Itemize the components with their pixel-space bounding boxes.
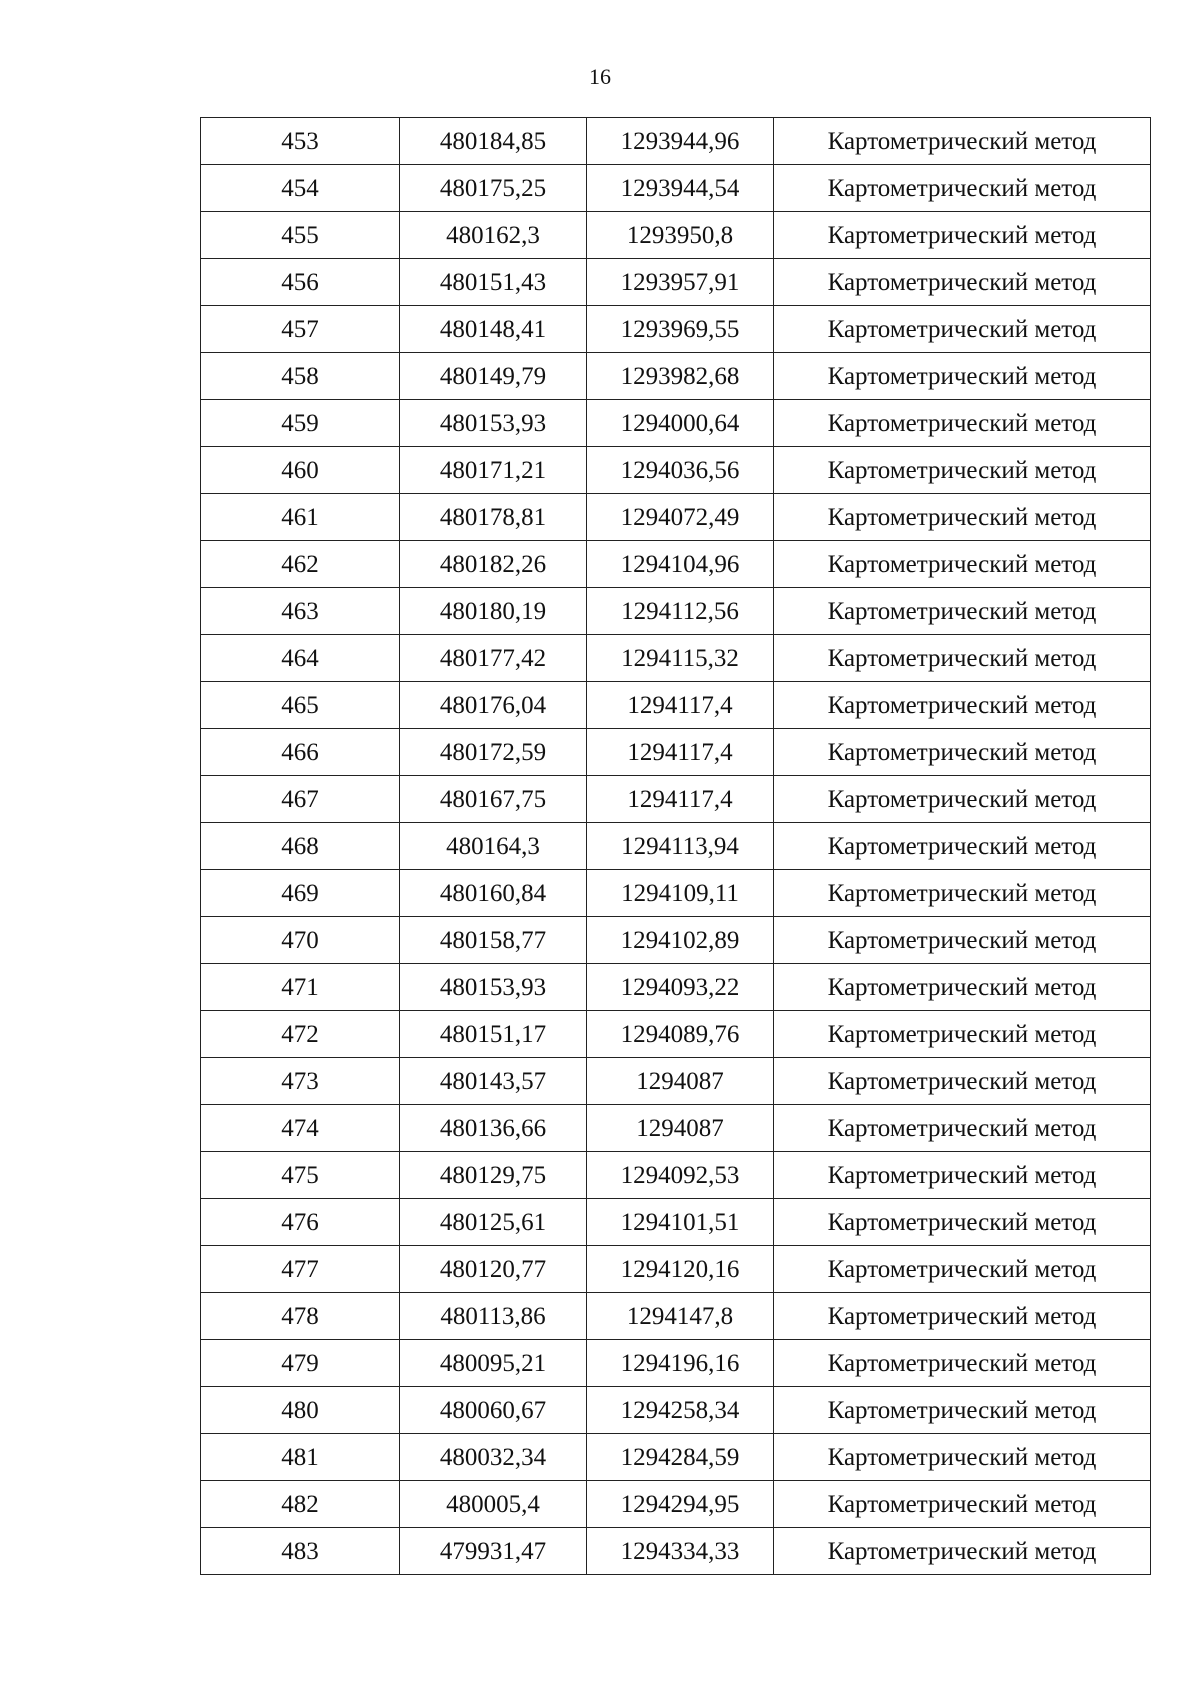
y-coordinate-cell: 1293969,55 (587, 306, 774, 353)
x-coordinate-cell: 480125,61 (400, 1199, 587, 1246)
x-coordinate-cell: 480176,04 (400, 682, 587, 729)
method-cell: Картометрический метод (774, 447, 1151, 494)
point-number-cell: 470 (201, 917, 400, 964)
method-cell: Картометрический метод (774, 1387, 1151, 1434)
table-row (201, 400, 1151, 447)
x-coordinate-cell: 480148,41 (400, 306, 587, 353)
y-coordinate-cell: 1293950,8 (587, 212, 774, 259)
method-cell: Картометрический метод (774, 776, 1151, 823)
point-number-cell: 467 (201, 776, 400, 823)
x-coordinate-cell: 480113,86 (400, 1293, 587, 1340)
table-row (201, 259, 1151, 306)
x-coordinate-cell: 480136,66 (400, 1105, 587, 1152)
y-coordinate-cell: 1294147,8 (587, 1293, 774, 1340)
table-row (201, 917, 1151, 964)
y-coordinate-cell: 1294102,89 (587, 917, 774, 964)
table-row (201, 1340, 1151, 1387)
method-cell: Картометрический метод (774, 1434, 1151, 1481)
point-number-cell: 469 (201, 870, 400, 917)
method-cell: Картометрический метод (774, 353, 1151, 400)
table-row (201, 1387, 1151, 1434)
y-coordinate-cell: 1294036,56 (587, 447, 774, 494)
table-row (201, 1481, 1151, 1528)
y-coordinate-cell: 1294104,96 (587, 541, 774, 588)
table-row (201, 212, 1151, 259)
y-coordinate-cell: 1294258,34 (587, 1387, 774, 1434)
method-cell: Картометрический метод (774, 1105, 1151, 1152)
point-number-cell: 466 (201, 729, 400, 776)
y-coordinate-cell: 1294072,49 (587, 494, 774, 541)
x-coordinate-cell: 480177,42 (400, 635, 587, 682)
point-number-cell: 460 (201, 447, 400, 494)
method-cell: Картометрический метод (774, 1152, 1151, 1199)
method-cell: Картометрический метод (774, 400, 1151, 447)
x-coordinate-cell: 480172,59 (400, 729, 587, 776)
x-coordinate-cell: 480175,25 (400, 165, 587, 212)
table-row (201, 682, 1151, 729)
y-coordinate-cell: 1293982,68 (587, 353, 774, 400)
point-number-cell: 479 (201, 1340, 400, 1387)
method-cell: Картометрический метод (774, 541, 1151, 588)
point-number-cell: 458 (201, 353, 400, 400)
y-coordinate-cell: 1294117,4 (587, 776, 774, 823)
method-cell: Картометрический метод (774, 118, 1151, 165)
y-coordinate-cell: 1293944,54 (587, 165, 774, 212)
point-number-cell: 476 (201, 1199, 400, 1246)
x-coordinate-cell: 480032,34 (400, 1434, 587, 1481)
table-row (201, 635, 1151, 682)
table-row (201, 118, 1151, 165)
point-number-cell: 483 (201, 1528, 400, 1575)
y-coordinate-cell: 1294000,64 (587, 400, 774, 447)
method-cell: Картометрический метод (774, 682, 1151, 729)
method-cell: Картометрический метод (774, 635, 1151, 682)
x-coordinate-cell: 480151,43 (400, 259, 587, 306)
point-number-cell: 471 (201, 964, 400, 1011)
y-coordinate-cell: 1293944,96 (587, 118, 774, 165)
x-coordinate-cell: 480095,21 (400, 1340, 587, 1387)
x-coordinate-cell: 480143,57 (400, 1058, 587, 1105)
coordinates-table (200, 117, 1151, 1575)
x-coordinate-cell: 480153,93 (400, 964, 587, 1011)
y-coordinate-cell: 1294196,16 (587, 1340, 774, 1387)
point-number-cell: 465 (201, 682, 400, 729)
point-number-cell: 474 (201, 1105, 400, 1152)
x-coordinate-cell: 480182,26 (400, 541, 587, 588)
method-cell: Картометрический метод (774, 1293, 1151, 1340)
point-number-cell: 478 (201, 1293, 400, 1340)
y-coordinate-cell: 1294092,53 (587, 1152, 774, 1199)
x-coordinate-cell: 480171,21 (400, 447, 587, 494)
x-coordinate-cell: 480153,93 (400, 400, 587, 447)
table-row (201, 1105, 1151, 1152)
table-row (201, 1058, 1151, 1105)
point-number-cell: 473 (201, 1058, 400, 1105)
x-coordinate-cell: 480178,81 (400, 494, 587, 541)
method-cell: Картометрический метод (774, 823, 1151, 870)
table-row (201, 588, 1151, 635)
method-cell: Картометрический метод (774, 1011, 1151, 1058)
x-coordinate-cell: 480167,75 (400, 776, 587, 823)
point-number-cell: 453 (201, 118, 400, 165)
table-row (201, 1011, 1151, 1058)
y-coordinate-cell: 1294117,4 (587, 729, 774, 776)
x-coordinate-cell: 480005,4 (400, 1481, 587, 1528)
method-cell: Картометрический метод (774, 917, 1151, 964)
point-number-cell: 463 (201, 588, 400, 635)
y-coordinate-cell: 1294089,76 (587, 1011, 774, 1058)
table-row (201, 447, 1151, 494)
table-row (201, 1434, 1151, 1481)
method-cell: Картометрический метод (774, 870, 1151, 917)
y-coordinate-cell: 1294113,94 (587, 823, 774, 870)
y-coordinate-cell: 1294087 (587, 1105, 774, 1152)
point-number-cell: 454 (201, 165, 400, 212)
table-row (201, 776, 1151, 823)
method-cell: Картометрический метод (774, 588, 1151, 635)
point-number-cell: 477 (201, 1246, 400, 1293)
table-row (201, 1152, 1151, 1199)
point-number-cell: 455 (201, 212, 400, 259)
y-coordinate-cell: 1294284,59 (587, 1434, 774, 1481)
method-cell: Картометрический метод (774, 212, 1151, 259)
point-number-cell: 482 (201, 1481, 400, 1528)
method-cell: Картометрический метод (774, 1340, 1151, 1387)
point-number-cell: 472 (201, 1011, 400, 1058)
method-cell: Картометрический метод (774, 1246, 1151, 1293)
table-row (201, 729, 1151, 776)
table-row (201, 353, 1151, 400)
y-coordinate-cell: 1294093,22 (587, 964, 774, 1011)
x-coordinate-cell: 480162,3 (400, 212, 587, 259)
y-coordinate-cell: 1294120,16 (587, 1246, 774, 1293)
table-row (201, 870, 1151, 917)
y-coordinate-cell: 1294115,32 (587, 635, 774, 682)
table-row (201, 494, 1151, 541)
method-cell: Картометрический метод (774, 494, 1151, 541)
method-cell: Картометрический метод (774, 964, 1151, 1011)
y-coordinate-cell: 1294101,51 (587, 1199, 774, 1246)
method-cell: Картометрический метод (774, 1199, 1151, 1246)
y-coordinate-cell: 1294117,4 (587, 682, 774, 729)
x-coordinate-cell: 480120,77 (400, 1246, 587, 1293)
x-coordinate-cell: 480060,67 (400, 1387, 587, 1434)
x-coordinate-cell: 480129,75 (400, 1152, 587, 1199)
method-cell: Картометрический метод (774, 1481, 1151, 1528)
x-coordinate-cell: 480149,79 (400, 353, 587, 400)
y-coordinate-cell: 1293957,91 (587, 259, 774, 306)
page-number: 16 (589, 64, 611, 89)
method-cell: Картометрический метод (774, 1058, 1151, 1105)
table-row (201, 1246, 1151, 1293)
table-row (201, 306, 1151, 353)
table-row (201, 964, 1151, 1011)
table-row (201, 823, 1151, 870)
point-number-cell: 475 (201, 1152, 400, 1199)
point-number-cell: 461 (201, 494, 400, 541)
point-number-cell: 462 (201, 541, 400, 588)
y-coordinate-cell: 1294294,95 (587, 1481, 774, 1528)
x-coordinate-cell: 479931,47 (400, 1528, 587, 1575)
table-row (201, 1293, 1151, 1340)
method-cell: Картометрический метод (774, 259, 1151, 306)
x-coordinate-cell: 480180,19 (400, 588, 587, 635)
y-coordinate-cell: 1294112,56 (587, 588, 774, 635)
point-number-cell: 464 (201, 635, 400, 682)
table-row (201, 1528, 1151, 1575)
table-row (201, 541, 1151, 588)
y-coordinate-cell: 1294109,11 (587, 870, 774, 917)
x-coordinate-cell: 480164,3 (400, 823, 587, 870)
method-cell: Картометрический метод (774, 1528, 1151, 1575)
method-cell: Картометрический метод (774, 306, 1151, 353)
point-number-cell: 456 (201, 259, 400, 306)
y-coordinate-cell: 1294087 (587, 1058, 774, 1105)
y-coordinate-cell: 1294334,33 (587, 1528, 774, 1575)
table-row (201, 165, 1151, 212)
x-coordinate-cell: 480184,85 (400, 118, 587, 165)
x-coordinate-cell: 480160,84 (400, 870, 587, 917)
method-cell: Картометрический метод (774, 729, 1151, 776)
point-number-cell: 457 (201, 306, 400, 353)
coordinates-table-body (201, 118, 1151, 1575)
point-number-cell: 459 (201, 400, 400, 447)
point-number-cell: 480 (201, 1387, 400, 1434)
x-coordinate-cell: 480151,17 (400, 1011, 587, 1058)
point-number-cell: 481 (201, 1434, 400, 1481)
x-coordinate-cell: 480158,77 (400, 917, 587, 964)
method-cell: Картометрический метод (774, 165, 1151, 212)
point-number-cell: 468 (201, 823, 400, 870)
table-row (201, 1199, 1151, 1246)
